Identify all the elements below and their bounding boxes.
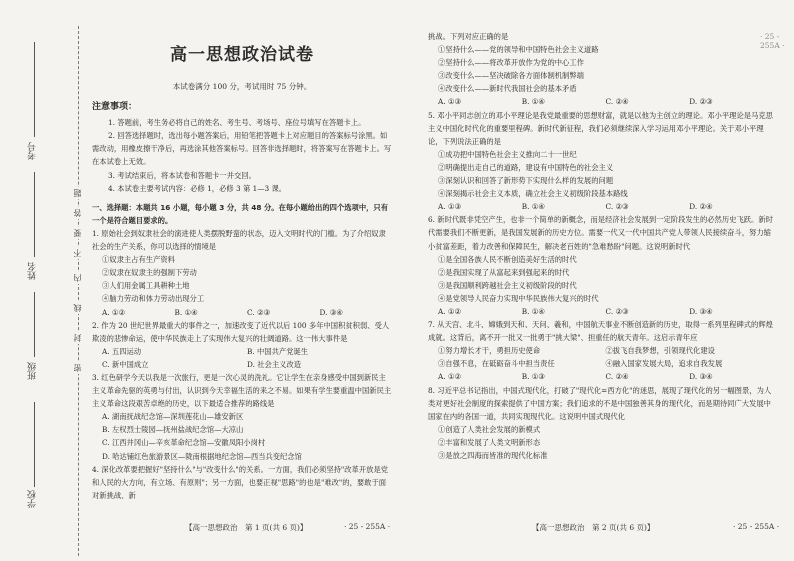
seal-char: 密	[73, 364, 82, 372]
option: ④融入国家发展大局，追求自我发展	[605, 359, 723, 369]
choice-a: A. ①③	[438, 202, 461, 212]
option: ①坚持什么——党的领导和中国特色社会主义道路	[438, 45, 599, 55]
notice-item: 2. 回答选择题时，选出每小题答案后，用铅笔把答题卡上对应题目的答案标号涂黑。如需改动，用橡皮擦干净后，再选涂其他答案标号。回答非选择题时，将答案写在答题卡上。写在本试卷上无效。	[92, 131, 392, 167]
choice-b: B. ①④	[521, 97, 545, 107]
exam-no-line	[34, 42, 35, 137]
option: ②奴隶在奴隶主的强制下劳动	[102, 268, 197, 278]
question-3	[92, 371, 392, 463]
exam-subtitle: 本试卷满分 100 分，考试用时 75 分钟。	[172, 82, 312, 91]
choice-b: B. ①③	[521, 372, 545, 382]
question-7	[428, 318, 773, 383]
question-stem-continued: 挑战。下列对应正确的是	[428, 32, 509, 41]
option: ④改变什么——新时代我国社会的基本矛盾	[438, 84, 577, 94]
choice-b: B. 中国共产党诞生	[247, 346, 309, 356]
question-stem: 8. 习近平总书记指出，中国式现代化，打破了"现代化=西方化"的迷思，展现了现代化的另一幅图景，为人类对更好社会制度的探索提供了中国方案；我们追求的不是中国独善其身的现代化，而是期待同广大发展中国家在内的各国一道，共同实现现代化。这说明中国式现代化	[428, 385, 772, 421]
option: ②拔飞自我梦想，引领现代化建设	[605, 346, 715, 356]
seal-dashed-line	[78, 26, 79, 556]
notice-item: 3. 考试结束后，将本试卷和答题卡一并交回。	[108, 170, 256, 180]
choice-c: C. 新中国成立	[102, 359, 149, 369]
option: ④是党领导人民奋力实现中华民族伟大复兴的时代	[438, 293, 599, 303]
choice-b: B. ①④	[521, 202, 545, 212]
footer-right-code: · 25 - 255A ·	[733, 522, 780, 531]
notice-item: 1. 答题前，考生务必将自己的姓名、考生号、考场号、座位号填写在答题卡上。	[108, 118, 366, 128]
option: ②是我国实现了从富起来到强起来的时代	[438, 267, 570, 277]
question-4-continued	[428, 30, 773, 109]
class-line	[34, 292, 35, 357]
name-line	[34, 172, 35, 257]
question-stem: 6. 新时代既非凭空产生，也非一个简单的新概念，而是经济社会发展到一定阶段发生的必然历史飞跃。新时代需要我们不断更新，是我国发展新的历史方位。需要一代又一代中国共产党人带领人民接续奋斗，努力缩小贫富差距，着力改善和保障民生，解决老百姓的"急难愁盼"问题。这说明新时代	[428, 215, 773, 251]
seal-char: 不	[73, 249, 82, 257]
choice-c: C. ②③	[247, 307, 271, 317]
seal-char: 封	[73, 334, 82, 342]
option: ③改变什么——坚决破除各方面体制机制弊端	[438, 71, 584, 81]
option: ③是我国顺利跨越社会主义初级阶段的时代	[438, 280, 577, 290]
question-2	[92, 319, 392, 371]
choice-d: D. ②④	[689, 202, 713, 212]
choice-d: D. 社会主义改造	[247, 359, 302, 369]
footer-right-label: 【高一思想政治 第 2 页(共 6 页)】	[532, 523, 655, 532]
choice-d: D. ②③	[689, 97, 713, 107]
notice-heading: 注意事项：	[92, 102, 138, 113]
seal-char: 内	[73, 274, 82, 282]
option: ③自强不息，在砥砺奋斗中担当责任	[438, 359, 555, 369]
top-right-code: · 25 - 255A ·	[760, 32, 785, 50]
option: ④深刻揭示社会主义本质，确立社会主义初级阶段基本路线	[438, 189, 628, 199]
question-6	[428, 213, 773, 318]
option: ①成功把中国特色社会主义推向二十一世纪	[438, 149, 577, 159]
footer-left-label: 【高一思想政治 第 1 页(共 6 页)】	[185, 523, 308, 532]
right-column	[428, 30, 773, 462]
option: ①奴隶主占有生产资料	[102, 255, 175, 265]
option: ②坚持什么——将改革开放作为党的中心工作	[438, 58, 584, 68]
seal-char: 线	[73, 304, 82, 312]
choice-a: A. ①②	[102, 307, 125, 317]
option: D. 哈达铺红色旅游景区—陇南根据地纪念馆—西当兵变纪念馆	[102, 451, 302, 461]
choice-b: B. ①④	[521, 306, 545, 316]
school-line	[34, 402, 35, 487]
seal-char: 题	[73, 189, 82, 197]
choice-b: B. ①④	[174, 307, 198, 317]
option: ④脑力劳动和体力劳动出现分工	[102, 294, 205, 304]
choice-row	[92, 306, 392, 319]
question-stem: 2. 作为 20 世纪世界最重大的事件之一，加速改变了近代以后 100 多年中国积贫积弱、受人欺凌的悲惨命运，使中华民族走上了实现伟大复兴的壮阔道路。这一伟大事件是	[92, 320, 390, 343]
name-label: 姓名	[28, 262, 38, 280]
seal-char: 答	[73, 209, 82, 217]
option: ③是放之四海而皆准的现代化标准	[438, 451, 548, 460]
choice-c: C. ②③	[605, 202, 629, 212]
option: ①努力增长才干，勇担历史使命	[438, 346, 541, 356]
choice-d: D. ③④	[689, 372, 713, 382]
question-4	[92, 463, 392, 502]
option: ①是全国各族人民不断创造美好生活的时代	[438, 254, 577, 264]
choice-d: D. ③④	[319, 307, 343, 317]
choice-c: C. ②③	[605, 306, 629, 316]
binding-margin	[14, 12, 82, 548]
choice-a: A. ①③	[438, 97, 461, 107]
option: C. 江西井冈山—辛亥革命纪念馆—安徽凤阳小岗村	[102, 438, 266, 448]
choice-grid	[92, 345, 392, 371]
question-1	[92, 227, 392, 319]
exam-no-label: 考号	[28, 142, 38, 160]
option: ②丰富和发展了人类文明新形态	[438, 437, 541, 447]
footer-left-code: · 25 - 255A ·	[344, 522, 391, 531]
notice-item: 4. 本试卷主要考试内容：必修 1，必修 3 第 1—3 课。	[108, 183, 287, 193]
choice-d: D. ③④	[689, 306, 713, 316]
question-stem: 4. 深化改革要把握好"坚持什么"与"改变什么"的关系。一方面，我们必须坚持"改革开放是党和人民的大方向，有立场、有原则"；另一方面，也要正视"思路"的也是"难改"的，要敢于面对新挑战、新	[92, 464, 389, 500]
question-8	[428, 384, 773, 463]
question-stem: 5. 邓小平同志创立的邓小平理论是我党最重要的思想财富，就是以他为主创立的理论。邓小平理论是马克思主义中国化时代化的重要里程碑。新时代新征程，我们必须继续深入学习运用邓小平理论。关于邓小平理论，下列说法正确的是	[428, 110, 773, 146]
exam-title: 高一思想政治试卷	[170, 45, 314, 65]
left-column	[92, 30, 392, 502]
section-heading: 一、选择题：本题共 16 小题，每小题 3 分，共 48 分。在每小题给出的四个选项中，只有一个是符合题目要求的。	[92, 202, 389, 225]
class-label: 班级	[28, 362, 38, 380]
seal-char: 要	[73, 229, 82, 237]
option: ①创造了人类社会发展的新模式	[438, 424, 541, 434]
option: B. 左权烈士陵园—抚州盐战纪念馆—大凉山	[102, 425, 244, 435]
option: A. 湖南抚战纪念馆—深圳莲花山—雄安新区	[102, 412, 244, 422]
school-label: 学校	[28, 490, 38, 508]
question-stem: 3. 红色研学今天以我是一次旅行，更是一次心灵的洗礼。它让学生在亲身感受中国到新民主主义革命先驱的英勇与付出，认识到今天幸福生活的来之不易。如果有学生要重温中国新民主主义革命这段艰苦卓绝的历史，以下最适合推荐的路线是	[92, 372, 392, 409]
choice-row	[428, 200, 773, 213]
question-5	[428, 109, 773, 214]
question-stem: 1. 原始社会到奴隶社会的演进使人类摆脱野蛮的状态，迈入文明时代的门槛。为了介绍奴隶社会的生产关系，你可以选择的情境是	[92, 228, 386, 252]
option: ②明确提出走自己的道路，建设有中国特色的社会主义	[438, 162, 614, 172]
choice-row	[428, 305, 773, 318]
choice-row	[428, 95, 773, 108]
option: ③深刻认识和回答了新形势下实现什么样的发展的问题	[438, 176, 614, 186]
option: ③人们用金属工具耕种土地	[102, 281, 190, 291]
choice-a: A. 五四运动	[102, 346, 142, 356]
question-stem: 7. 从天宫、北斗、嫦娥到天和、天问、羲和，中国航天事业不断创造新的历史，取得一系列里程碑式的辉煌成就。这背后，离不开一批又一批勇于"挑大梁"、担重任的航天青年。这启示青年应	[428, 320, 773, 343]
option-grid	[428, 344, 773, 370]
choice-a: A. ①②	[438, 306, 461, 316]
choice-row	[428, 370, 773, 383]
choice-c: C. ②④	[605, 372, 629, 382]
choice-a: A. ①②	[438, 372, 461, 382]
choice-c: C. ②④	[605, 97, 629, 107]
